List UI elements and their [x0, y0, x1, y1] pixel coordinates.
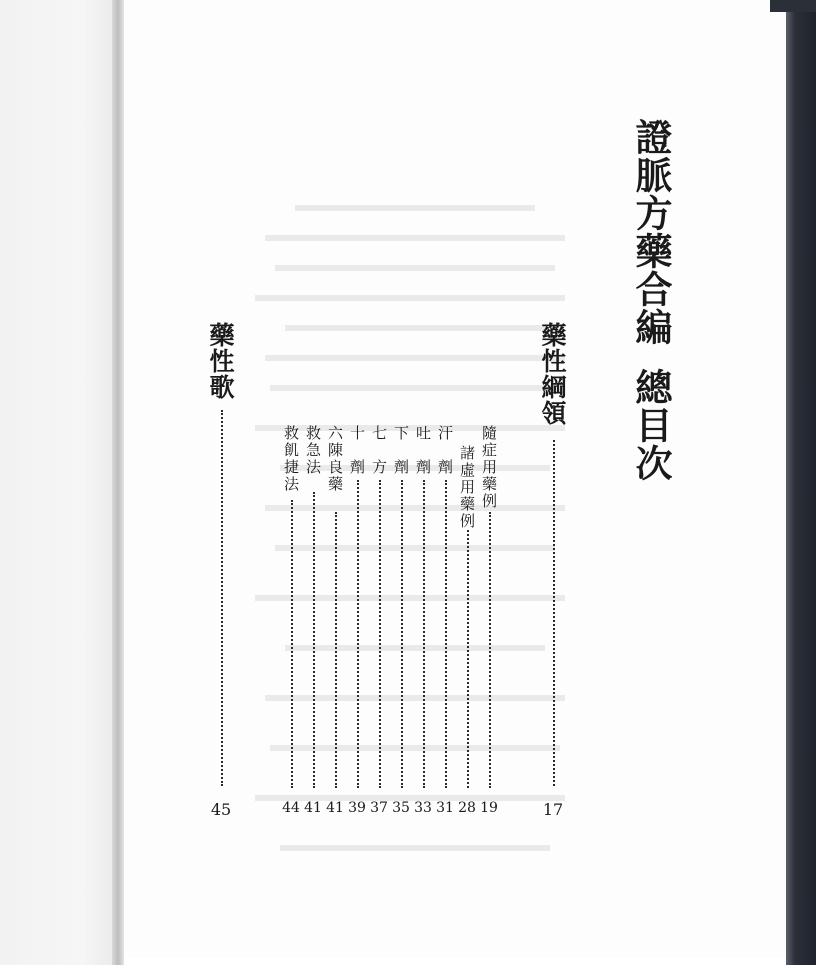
page-number: 44 [282, 800, 300, 816]
page-number: 17 [542, 800, 564, 819]
page-number: 35 [392, 800, 410, 816]
leader-dots [467, 530, 469, 788]
page-number: 19 [480, 800, 498, 816]
show-through-texture [255, 95, 585, 895]
book-cover-corner [770, 0, 816, 12]
leader-dots [357, 480, 359, 788]
page-number: 41 [326, 800, 344, 816]
page-title-sub: 總目次 [629, 368, 673, 482]
page-number: 45 [210, 800, 232, 819]
page-title-main: 證脈方藥合編 [629, 118, 673, 346]
toc-entry-label: 十 劑 [348, 425, 366, 476]
leader-dots [445, 480, 447, 788]
toc-entry-label: 吐 劑 [414, 425, 432, 476]
left-page-edge [0, 0, 118, 965]
page-number: 33 [414, 800, 432, 816]
toc-entry-label: 隨症用藥例 [480, 425, 498, 510]
page-number: 31 [436, 800, 454, 816]
leader-dots [313, 492, 315, 788]
section-title-yakseong-gangnyeong: 藥性綱領 [538, 322, 567, 426]
leader-dots [379, 480, 381, 788]
page-number: 37 [370, 800, 388, 816]
toc-entry-label: 救急法 [304, 425, 322, 476]
leader-dots [291, 500, 293, 788]
toc-entry-label: 救飢捷法 [282, 425, 300, 493]
leader-dots [401, 480, 403, 788]
page-number: 39 [348, 800, 366, 816]
toc-entry-label: 諸虛用藥例 [458, 445, 476, 530]
toc-entry-label: 六陳良藥 [326, 425, 344, 493]
page-number: 41 [304, 800, 322, 816]
leader-dots [221, 410, 223, 786]
toc-entry-label: 下 劑 [392, 425, 410, 476]
book-cover-edge [786, 0, 816, 965]
leader-dots [423, 480, 425, 788]
leader-dots [489, 512, 491, 788]
toc-entry-label: 七 方 [370, 425, 388, 476]
toc-entry-label: 汗 劑 [436, 425, 454, 476]
page-number: 28 [458, 800, 476, 816]
section-title-yakseong-ga: 藥性歌 [206, 322, 235, 400]
page-title [629, 118, 673, 482]
book-gutter [112, 0, 124, 965]
leader-dots [335, 512, 337, 788]
leader-dots [553, 440, 555, 786]
